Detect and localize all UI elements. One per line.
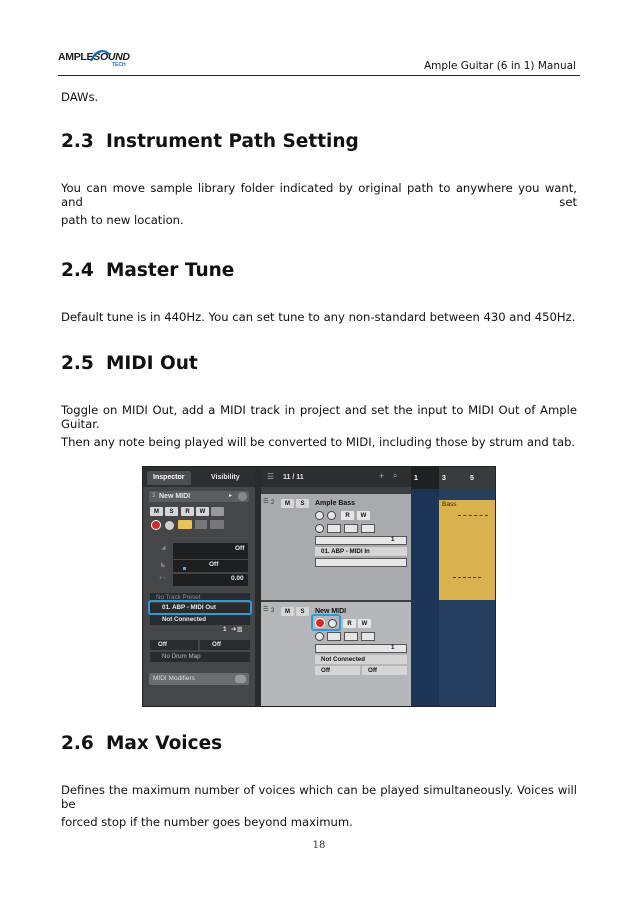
section-2-3-line-1: You can move sample library folder indicated by original path to anywhere you want, and set	[61, 181, 577, 209]
track-1-folder-icon[interactable]	[344, 524, 358, 533]
track-2-number: 3	[271, 608, 275, 614]
track-1-write-button[interactable]: W	[357, 511, 370, 520]
track-1-midi-input[interactable]: 01. ABP - MIDI In	[315, 547, 407, 556]
record-monitor-highlight	[311, 614, 341, 631]
inspector-monitor-icon[interactable]	[165, 521, 174, 530]
inspector-midi-output[interactable]: Not Connected	[150, 615, 250, 625]
manual-title: Ample Guitar (6 in 1) Manual	[424, 60, 576, 72]
section-2-5-line-2: Then any note being played will be converted to MIDI, including those by strum and tab.	[61, 435, 576, 449]
modifiers-toggle-icon[interactable]	[235, 675, 246, 683]
track-1-lock-icon[interactable]	[327, 524, 341, 533]
inspector-delay-value: 0.00	[231, 575, 244, 582]
track-2-name: New MIDI	[315, 608, 347, 615]
track-count: 11 / 11	[283, 474, 304, 481]
logo-swoosh-icon	[88, 47, 112, 69]
section-2-6-line-2: forced stop if the number goes beyond maximum.	[61, 815, 353, 829]
track-2-channel: 1	[391, 644, 395, 651]
intro-text: DAWs.	[61, 90, 99, 104]
track-2-folder-icon[interactable]	[344, 632, 358, 641]
track-1-mute-button[interactable]: M	[281, 499, 294, 508]
ample-sound-logo	[58, 47, 138, 71]
track-2-edit-icon[interactable]	[315, 632, 324, 641]
track-1-name: Ample Bass	[315, 500, 356, 507]
triangle-right-icon[interactable]: ▸	[229, 493, 233, 499]
logo-text-tech: TECH	[112, 62, 126, 68]
inspector-panel	[143, 467, 255, 707]
section-2-3-line-2: path to new location.	[61, 213, 184, 227]
midi-modifiers-label: MIDI Modifiers	[153, 675, 195, 682]
clip-notes-bottom	[453, 577, 481, 579]
daw-screenshot	[142, 466, 496, 707]
track-2-read-button[interactable]: R	[343, 619, 356, 628]
inspector-track-preset[interactable]: No Track Preset	[150, 593, 250, 602]
track-2-program[interactable]: Off	[362, 666, 407, 675]
inspector-volume-value: Off	[235, 545, 245, 552]
logo-text-sound: SOUND	[93, 51, 130, 63]
track-1-lanes-icon[interactable]	[361, 524, 375, 533]
list-icon[interactable]: ☰	[267, 472, 275, 481]
track-1-list-icon: ☰	[263, 499, 269, 505]
inspector-program[interactable]: Off	[200, 640, 250, 650]
inspector-track-name-label: New MIDI	[159, 493, 191, 500]
track-1-number: 2	[271, 500, 275, 506]
tab-visibility[interactable]: Visibility	[211, 474, 240, 481]
inspector-midi-input[interactable]: 01. ABP - MIDI Out	[150, 603, 250, 613]
section-heading-2-4: 2.4 Master Tune	[61, 260, 235, 281]
track-2-lock-icon[interactable]	[327, 632, 341, 641]
track-2-lanes-icon[interactable]	[361, 632, 375, 641]
inspector-track-number: 3	[152, 493, 156, 499]
track-2-midi-output[interactable]: Not Connected	[315, 655, 407, 664]
inspector-keyboard-icon[interactable]	[210, 520, 224, 529]
inspector-extra-button[interactable]	[211, 507, 224, 516]
inspector-solo-button[interactable]: S	[165, 507, 178, 516]
section-heading-2-5: 2.5 MIDI Out	[61, 353, 198, 374]
track-2-mute-button[interactable]: M	[281, 607, 294, 616]
track-1-solo-button[interactable]: S	[296, 499, 309, 508]
track-1-channel: 1	[391, 536, 395, 543]
track-1-notepad[interactable]	[315, 558, 407, 567]
inspector-note-icon[interactable]	[178, 520, 192, 529]
midi-out-highlight	[148, 600, 252, 615]
ruler-bar-1: 1	[414, 475, 418, 482]
track-2-write-button[interactable]: W	[358, 619, 371, 628]
edit-channel-icon[interactable]	[238, 492, 247, 501]
track-2-bank[interactable]: Off	[315, 666, 360, 675]
add-track-icon[interactable]: +	[379, 471, 385, 481]
track-1-read-button[interactable]: R	[341, 511, 354, 520]
inspector-mute-button[interactable]: M	[150, 507, 163, 516]
delay-icon: +◔	[159, 576, 167, 582]
track-2-solo-button[interactable]: S	[296, 607, 309, 616]
inspector-pan-value: Off	[209, 561, 219, 568]
pan-icon: ◣	[161, 562, 166, 568]
tab-inspector[interactable]: Inspector	[147, 471, 191, 485]
inspector-channel[interactable]: 1	[223, 626, 227, 633]
inspector-drum-map[interactable]: No Drum Map	[150, 652, 250, 662]
clip-name: Bass	[442, 501, 457, 508]
header-rule	[58, 75, 580, 76]
section-2-6-line-1: Defines the maximum number of voices which can be played simultaneously. Voices will be	[61, 783, 577, 811]
ruler-loop-region[interactable]	[439, 467, 496, 489]
inspector-bank[interactable]: Off	[150, 640, 198, 650]
inspector-read-button[interactable]: R	[181, 507, 194, 516]
inspector-folder-icon[interactable]	[195, 520, 207, 529]
track-1-record-icon[interactable]	[315, 511, 324, 520]
section-2-4-line-1: Default tune is in 440Hz. You can set tune to any non-standard between 430 and 450Hz.	[61, 310, 576, 324]
page-number: 18	[312, 840, 326, 851]
pan-marker	[183, 567, 186, 570]
inspector-record-icon[interactable]	[151, 520, 161, 530]
ruler-bar-3: 3	[442, 475, 446, 482]
search-icon[interactable]: ⌕	[393, 471, 398, 480]
ruler-bar-5: 5	[470, 475, 474, 482]
arrangement-left-lane	[411, 489, 439, 707]
section-heading-2-3: 2.3 Instrument Path Setting	[61, 131, 359, 152]
section-2-5-line-1: Toggle on MIDI Out, add a MIDI track in project and set the input to MIDI Out of Ample Guitar.	[61, 403, 577, 431]
track-2-list-icon: ☰	[263, 607, 269, 613]
keyboard-icon[interactable]: ➔▥	[231, 626, 243, 633]
clip-notes-top	[458, 515, 488, 517]
section-heading-2-6: 2.6 Max Voices	[61, 733, 223, 754]
inspector-write-button[interactable]: W	[196, 507, 209, 516]
track-1-edit-icon[interactable]	[315, 524, 324, 533]
volume-icon: ◢	[161, 545, 166, 551]
track-1-monitor-icon[interactable]	[327, 511, 336, 520]
logo-text-ample: AMPLE	[58, 51, 94, 63]
